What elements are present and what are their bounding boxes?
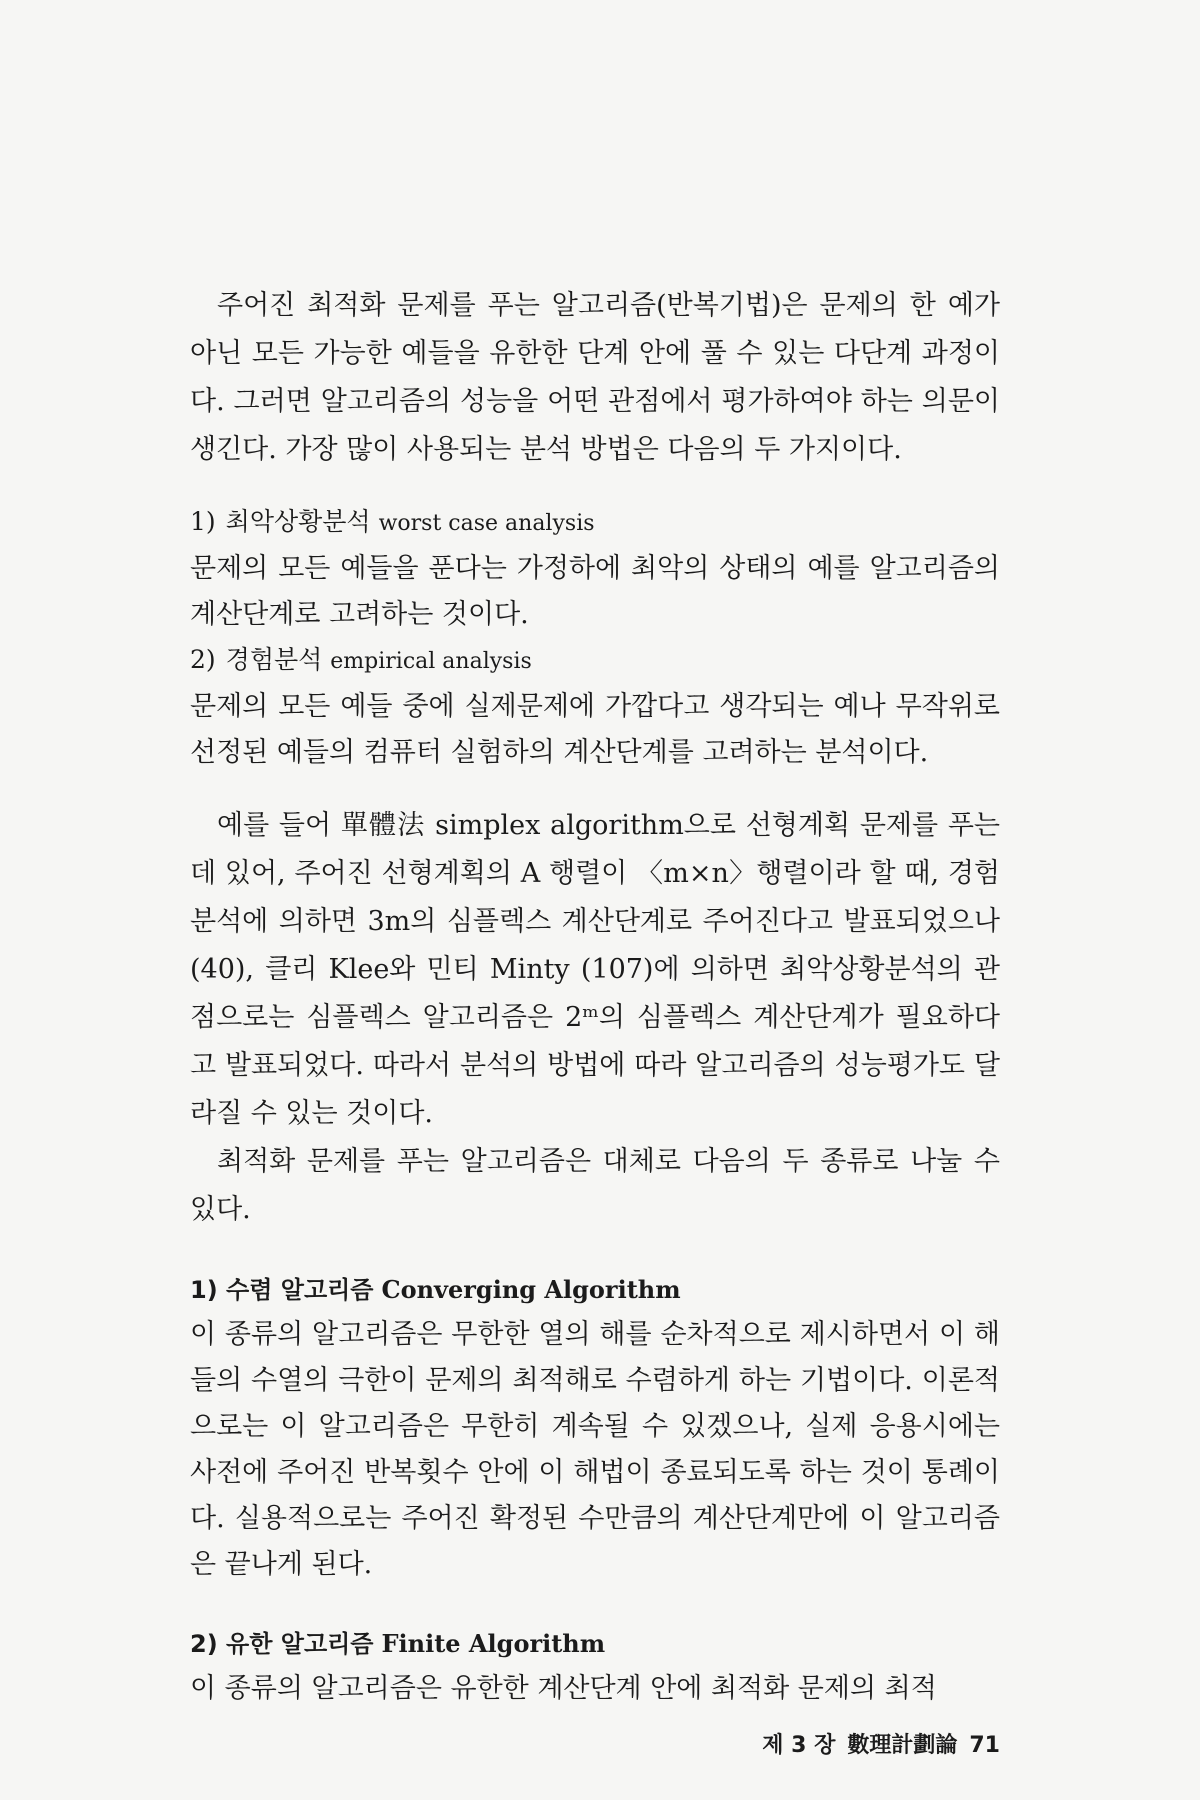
algorithm-body: 이 종류의 알고리즘은 무한한 열의 해를 순차적으로 제시하면서 이 해들의 수열의 극한이 문제의 최적해로 수렴하게 하는 기법이다. 이론적으로는 이 알고리즘은 무한히 계속될 수 있겠으나, 실제 응용시에는 사전에 주어진 반복횟수 안에 이 해법이 종료되도록 하는 것이 통례이다. 실용적으로는 주어진 확정된 수만큼의 계산단계만에 이 알고리즘은 끝나게 된다. <box>190 1319 1000 1580</box>
analysis-heading <box>190 500 1000 546</box>
chapter-label: 제 3 장 <box>762 1733 836 1758</box>
analysis-heading <box>190 638 1000 684</box>
algorithm-body: 이 종류의 알고리즘은 유한한 계산단계 안에 최적화 문제의 최적 <box>190 1673 937 1704</box>
algorithm-heading <box>190 1268 1000 1312</box>
page-footer <box>690 1728 1000 1759</box>
item-title-ko: 수렴 알고리즘 <box>226 1276 374 1304</box>
item-number: 1) <box>190 507 216 536</box>
analysis-item-1 <box>190 500 1000 638</box>
item-title-en: Converging Algorithm <box>381 1275 681 1304</box>
algorithm-item-2 <box>190 1622 1000 1712</box>
item-number: 1) <box>190 1276 218 1304</box>
intro-paragraph: 주어진 최적화 문제를 푸는 알고리즘(반복기법)은 문제의 한 예가 아닌 모든 가능한 예들을 유한한 단계 안에 풀 수 있는 다단계 과정이다. 그러면 알고리즘의 성능을 어떤 관점에서 평가하여야 하는 의문이 생긴다. 가장 많이 사용되는 분석 방법은 다음의 두 가지이다. <box>190 290 1000 465</box>
item-title-en: empirical analysis <box>330 649 532 674</box>
item-number: 2) <box>190 645 216 674</box>
item-title-ko: 최악상황분석 <box>225 507 371 536</box>
page-content <box>190 282 1000 1712</box>
algorithm-item-1 <box>190 1268 1000 1588</box>
analysis-body: 문제의 모든 예들을 푼다는 가정하에 최악의 상태의 예를 알고리즘의 계산단계로 고려하는 것이다. <box>190 553 1000 630</box>
chapter-title: 數理計劃論 <box>847 1733 958 1758</box>
page-number: 71 <box>969 1733 1000 1758</box>
types-intro-paragraph: 최적화 문제를 푸는 알고리즘은 대체로 다음의 두 종류로 나눌 수 있다. <box>190 1146 1000 1225</box>
item-title-ko: 유한 알고리즘 <box>226 1630 374 1658</box>
item-title-en: worst case analysis <box>378 511 595 536</box>
analysis-body: 문제의 모든 예들 중에 실제문제에 가깝다고 생각되는 예나 무작위로 선정된 예들의 컴퓨터 실험하의 계산단계를 고려하는 분석이다. <box>190 691 1000 768</box>
item-title-ko: 경험분석 <box>225 645 323 674</box>
analysis-item-2 <box>190 638 1000 776</box>
item-number: 2) <box>190 1630 218 1658</box>
simplex-paragraph: 예를 들어 單體法 simplex algorithm으로 선형계획 문제를 푸는 데 있어, 주어진 선형계획의 A 행렬이 〈m×n〉행렬이라 할 때, 경험분석에 의하면 3m의 심플렉스 계산단계로 주어진다고 발표되었으나(40), 클리 Klee와 민티 Minty (107)에 의하면 최악상황분석의 관점으로는 심플렉스 알고리즘은 2ᵐ의 심플렉스 계산단계가 필요하다고 발표되었다. 따라서 분석의 방법에 따라 알고리즘의 성능평가도 달라질 수 있는 것이다. <box>190 810 1000 1129</box>
algorithm-heading <box>190 1622 1000 1666</box>
item-title-en: Finite Algorithm <box>381 1629 606 1658</box>
